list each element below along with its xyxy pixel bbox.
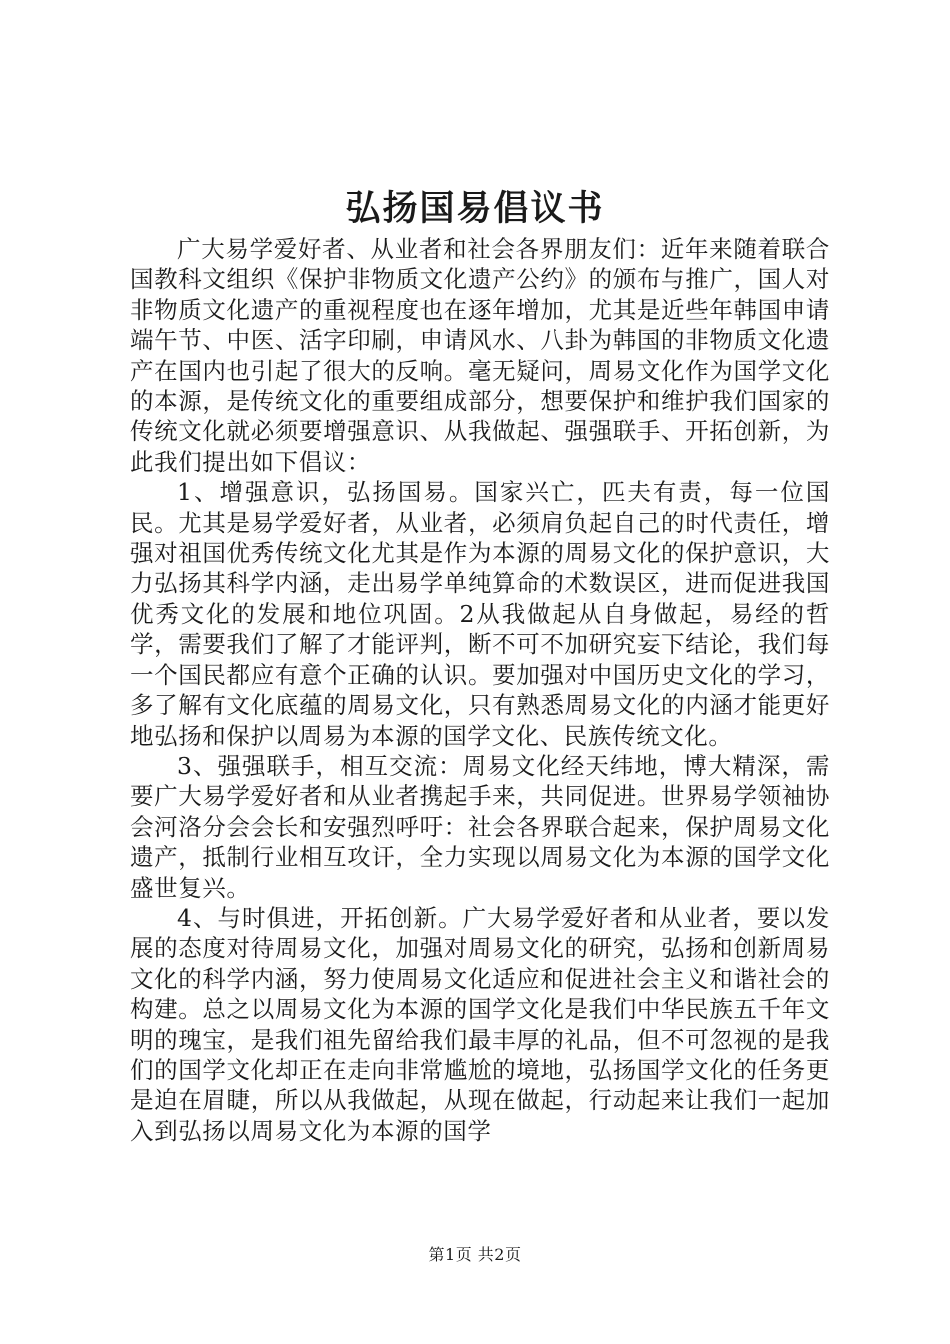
page-number-footer: 第1页 共2页 [428, 1245, 522, 1264]
proposal-4-paragraph: 4、与时俱进，开拓创新。广大易学爱好者和从业者，要以发展的态度对待周易文化，加强对周易文化的研究，弘扬和创新周易文化的科学内涵，努力使周易文化适应和促进社会主义和谐社会的构建。总之以周易文化为本源的国学文化是我们中华民族五千年文明的瑰宝，是我们祖先留给我们最丰厚的礼品，但不可忽视的是我们的国学文化却正在走向非常尴尬的境地，弘扬国学文化的任务更是迫在眉睫，所以从我做起，从现在做起，行动起来让我们一起加入到弘扬以周易文化为本源的国学 [130, 903, 830, 1145]
document-title: 弘扬国易倡议书 [345, 188, 605, 229]
proposal-3-paragraph: 3、强强联手，相互交流：周易文化经天纬地，博大精深，需要广大易学爱好者和从业者携起手来，共同促进。世界易学领袖协会河洛分会会长和安强烈呼吁：社会各界联合起来，保护周易文化遗产，抵制行业相互攻讦，全力实现以周易文化为本源的国学文化盛世复兴。 [130, 751, 830, 902]
proposal-1-paragraph: 1、增强意识，弘扬国易。国家兴亡，匹夫有责，每一位国民。尤其是易学爱好者，从业者，必须肩负起自己的时代责任，增强对祖国优秀传统文化尤其是作为本源的周易文化的保护意识，大力弘扬其科学内涵，走出易学单纯算命的术数误区，进而促进我国优秀文化的发展和地位巩固。2从我做起从自身做起，易经的哲学，需要我们了解了才能评判，断不可不加研究妄下结论，我们每一个国民都应有意个正确的认识。要加强对中国历史文化的学习，多了解有文化底蕴的周易文化，只有熟悉周易文化的内涵才能更好地弘扬和保护以周易为本源的国学文化、民族传统文化。 [130, 478, 830, 750]
document-body [130, 234, 830, 1146]
intro-paragraph: 广大易学爱好者、从业者和社会各界朋友们：近年来随着联合国教科文组织《保护非物质文化遗产公约》的颁布与推广，国人对非物质文化遗产的重视程度也在逐年增加，尤其是近些年韩国申请端午节、中医、活字印刷，申请风水、八卦为韩国的非物质文化遗产在国内也引起了很大的反响。毫无疑问，周易文化作为国学文化的本源，是传统文化的重要组成部分，想要保护和维护我们国家的传统文化就必须要增强意识、从我做起、强强联手、开拓创新，为此我们提出如下倡议： [130, 235, 830, 476]
